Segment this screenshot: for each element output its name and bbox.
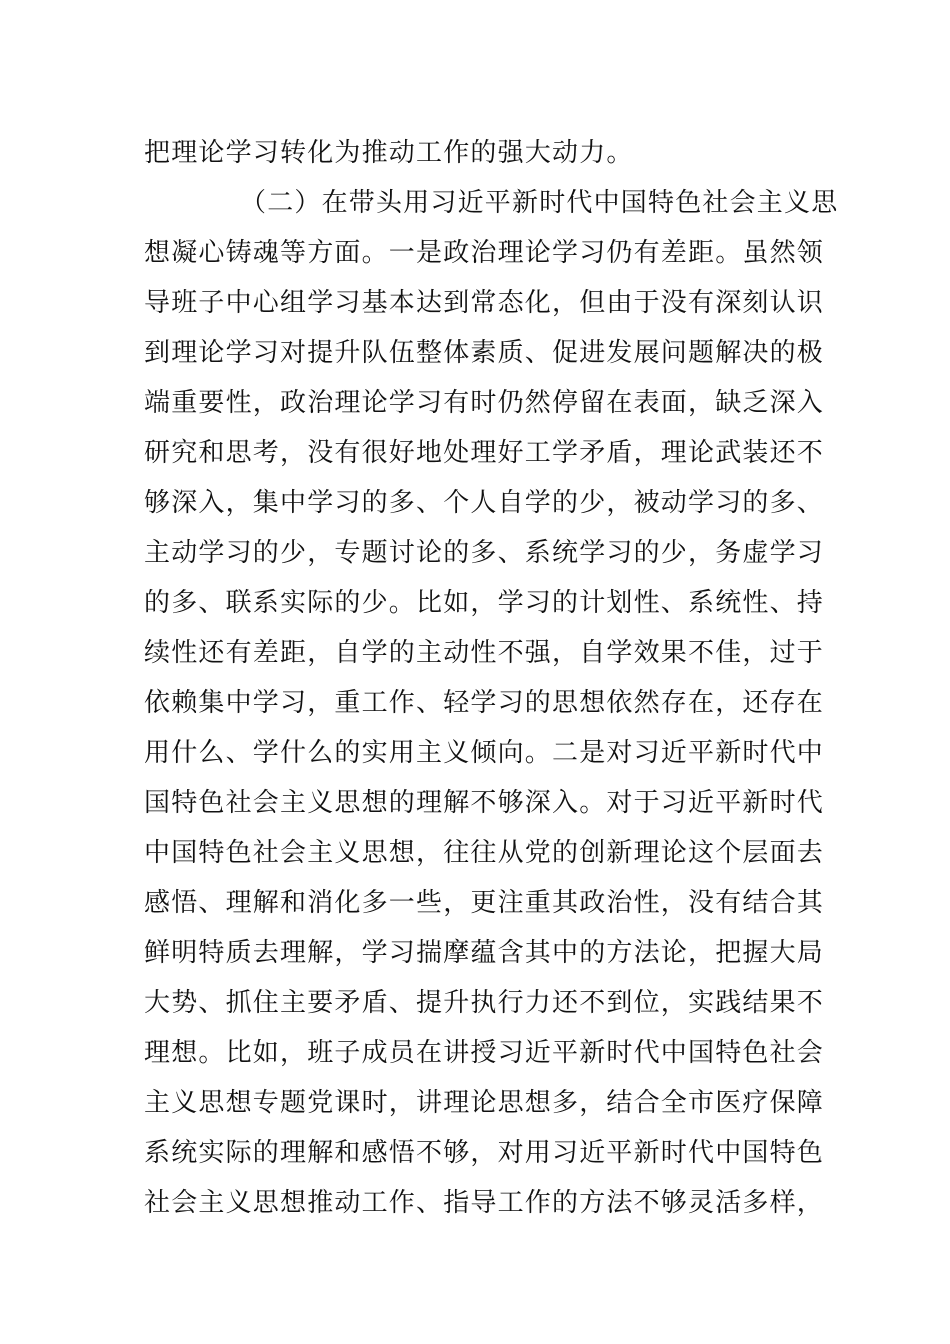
text-line-9: 主动学习的少，专题讨论的多、系统学习的少，务虚学习 [144,538,825,568]
text-line-11: 续性还有差距，自学的主动性不强，自学效果不佳，过于 [144,638,825,668]
text-line-22: 社会主义思想推动工作、指导工作的方法不够灵活多样， [144,1188,825,1218]
text-line-7: 研究和思考，没有很好地处理好工学矛盾，理论武装还不 [144,438,825,468]
text-line-17: 鲜明特质去理解，学习揣摩蕴含其中的方法论，把握大局 [144,938,825,968]
body-text [144,128,839,1228]
text-line-16: 感悟、理解和消化多一些，更注重其政治性，没有结合其 [144,888,825,918]
text-line-20: 主义思想专题党课时，讲理论思想多，结合全市医疗保障 [144,1088,825,1118]
text-line-10: 的多、联系实际的少。比如，学习的计划性、系统性、持 [144,588,825,618]
text-line-21: 系统实际的理解和感悟不够，对用习近平新时代中国特色 [144,1138,825,1168]
text-line-5: 到理论学习对提升队伍整体素质、促进发展问题解决的极 [144,338,825,368]
text-line-6: 端重要性，政治理论学习有时仍然停留在表面，缺乏深入 [144,388,825,418]
text-line-4: 导班子中心组学习基本达到常态化，但由于没有深刻认识 [144,288,825,318]
text-line-15: 中国特色社会主义思想，往往从党的创新理论这个层面去 [144,838,825,868]
text-line-8: 够深入，集中学习的多、个人自学的少，被动学习的多、 [144,488,825,518]
text-line-19: 理想。比如，班子成员在讲授习近平新时代中国特色社会 [144,1038,825,1068]
text-line-12: 依赖集中学习，重工作、轻学习的思想依然存在，还存在 [144,688,825,718]
text-line-2-section-heading: （二）在带头用习近平新时代中国特色社会主义思 [240,188,839,218]
text-line-3: 想凝心铸魂等方面。一是政治理论学习仍有差距。虽然领 [144,238,825,268]
text-line-1: 把理论学习转化为推动工作的强大动力。 [144,138,634,168]
text-line-13: 用什么、学什么的实用主义倾向。二是对习近平新时代中 [144,738,825,768]
text-line-14: 国特色社会主义思想的理解不够深入。对于习近平新时代 [144,788,825,818]
text-line-18: 大势、抓住主要矛盾、提升执行力还不到位，实践结果不 [144,988,825,1018]
